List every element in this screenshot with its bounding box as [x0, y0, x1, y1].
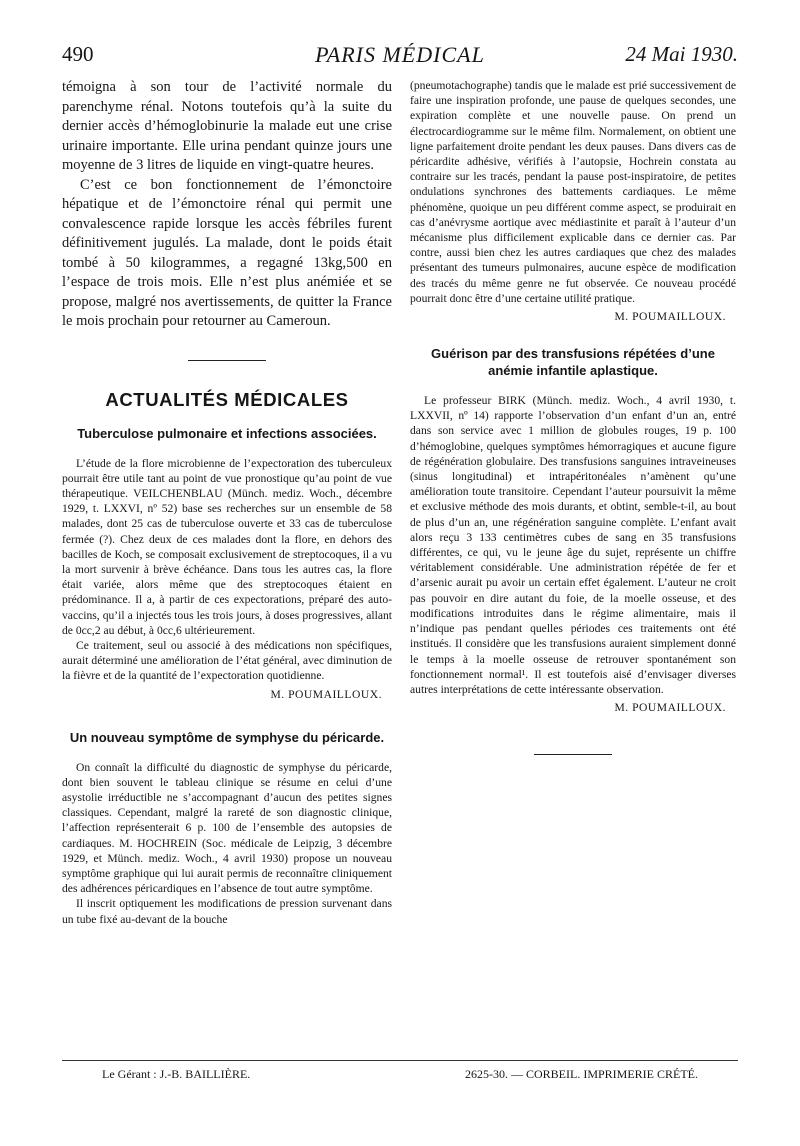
- page-footer: [62, 1060, 738, 1081]
- journal-title: PARIS MÉDICAL: [315, 42, 485, 67]
- article-paragraph: On connaît la difficulté du diagnostic de symphyse du péricarde, dont bien souvent le tableau clinique se résume en celui d’une asystolie irréductible ne s’accompagnant d’aucun des petites signes classiques. Cependant, malgré la rareté de son diagnostic clinique, l’affection représenterait 6 p. 100 de l’ensemble des autopsies de cardiaques. M. HOCHREIN (Soc. médicale de Leipzig, 3 décembre 1929, et Münch. mediz. Woch., 4 avril 1930) propose un nouveau symptôme graphique qui lui aurait permis de reconnaître cliniquement des adhérences péricardiques en l’absence de tout autre symptôme.: [62, 760, 392, 896]
- intro-paragraph-1: témoigna à son tour de l’activité normale du parenchyme rénal. Notons toutefois qu’à la suite du dernier accès d’hémoglobinurie la malade eut une crise urinaire importante. Elle urina pendant quinze jours une moyenne de 3 litres de liquide en vingt-quatre heures.: [62, 79, 392, 173]
- intro-paragraph-2: C’est ce bon fonctionnement de l’émonctoire hépatique et de l’émonctoire rénal qui permit une convalescence rapide lorsque les accès fébriles furent définitivement jugulés. La malade, dont le poids était tombé à 50 kilogrammes, a regagné 13kg,500 en l’espace de trois mois. Elle n’est plus anémiée et se propose, malgré nos avertissements, de quitter la France le mois prochain pour retourner au Cameroun.: [62, 176, 392, 329]
- article-paragraph: L’étude de la flore microbienne de l’expectoration des tuberculeux pourrait être utile tant au point de vue pronostique qu’au point de vue thérapeutique. VEILCHENBLAU (Münch. mediz. Woch., décembre 1929, t. LXXVI, nº 52) base ses recherches sur un ensemble de 58 malades, dont 25 cas de tuberculose ouverte et 33 cas de tuberculose fermée (?). Chez deux de ces malades dont la flore, en dehors des bacilles de Koch, se composait exclusivement de streptocoques, il a vu la mort survenir à brève échéance. Dans tous les autres cas, la flore était variée, alors même que des streptocoques étaient en prédominance. Il a, à partir de ces expectorations, préparé des auto-vaccins, qu’il a injectés tous les trois jours, à doses progressives, allant de 0cc,2 au début, à 0cc,6 ultérieurement.: [62, 456, 392, 637]
- article-title-symphyse: Un nouveau symptôme de symphyse du péricarde.: [69, 729, 385, 745]
- section-title: ACTUALITÉS MÉDICALES: [105, 388, 349, 410]
- article-paragraph: Il inscrit optiquement les modifications de pression survenant dans un tube fixé au-devant de la bouche: [62, 897, 392, 926]
- footer-printer: 2625-30. — CORBEIL. IMPRIMERIE CRÉTÉ.: [465, 1067, 698, 1081]
- article-title-transfusions: Guérison par des transfusions répétées d’une anémie infantile aplastique.: [431, 346, 715, 379]
- author-signature: M. POUMAILLOUX.: [614, 701, 726, 715]
- right-column: [410, 78, 736, 755]
- article-paragraph: Le professeur BIRK (Münch. mediz. Woch., 4 avril 1930, t. LXXVII, nº 14) rapporte l’observation d’un enfant d’un an, entré dans son service avec 1 million de globules rouges, 19 p. 100 d’hémoglobine, quelques symptômes hémorragiques et aucune figure de régénération globulaire. Des transfusions sanguines intraveineuses (sinus longitudinal) et intrapéritonéales n’amènent qu’une amélioration toute transitoire. Cependant l’auteur poursuivit la même et exclusive méthode des mois durants, et obtint, semble-t-il, au bout de plus d’un an, une régénération sanguine complète. L’enfant avait alors reçu 3 133 centimètres cubes de sang en 35 transfusions différentes, ce qui, vu le jeune âge du sujet, représente un chiffre véritablement considérable. Une administration répétée de fer et d’arsenic aurait pu avoir un certain effet également. L’auteur ne croit pas pouvoir en dire autant du foie, de la moelle osseuse, et des modifications introduites dans le régime alimentaire, mais il n’indique pas pendant quelles périodes ces traitements ont été institués. Il considère que les transfusions auraient simplement donné le temps à la moelle osseuse de retrouver spontanément son fonctionnement normal¹. Il est toutefois aisé d’envisager diverses autres interprétations de cette intéressante observation.: [410, 394, 736, 696]
- footer-gerant: Le Gérant : J.-B. BAILLIÈRE.: [102, 1067, 251, 1081]
- separator-rule: [534, 754, 612, 755]
- issue-date: 24 Mai 1930.: [625, 42, 738, 66]
- article-paragraph: Ce traitement, seul ou associé à des médications non spécifiques, aurait déterminé une amélioration de l’état général, avec diminution de la fièvre et de la quantité de l’expectoration quotidienne.: [62, 638, 392, 683]
- article-continuation: (pneumotachographe) tandis que le malade est prié successivement de faire une inspiration profonde, une pause de quelques secondes, une expiration complète et une nouvelle pause. On prend un électrocardiogramme sur le même film. Normalement, on obtient une ligne parfaitement droite pendant les deux pauses. Dans divers cas de péricardite adhésive, vérifiés à l’autopsie, Hochrein constata au contraire sur les tracés, pendant la pause post-inspiratoire, de petites ondulations synchrones des battements cardiaques. Le même phénomène, quoique un peu différent comme aspect, se produirait en cas d’anévrysme aortique avec médiastinite et paraît à l’auteur d’un mécanisme plus difficilement explicable dans ce dernier cas. Par contre, aussi bien chez les autres cardiaques que chez des malades présentant des tumeurs pulmonaires, aucune espèce de modification des tracés du même genre ne fut observée. Ce nouveau procédé pourrait donc être d’une certaine utilité pratique.: [410, 79, 736, 305]
- page-number: 490: [62, 42, 94, 66]
- article-title-tuberculose: Tuberculose pulmonaire et infections associées.: [77, 425, 377, 441]
- left-column: [62, 78, 392, 927]
- running-header: [62, 42, 738, 72]
- author-signature: M. POUMAILLOUX.: [270, 687, 382, 701]
- author-signature: M. POUMAILLOUX.: [614, 310, 726, 324]
